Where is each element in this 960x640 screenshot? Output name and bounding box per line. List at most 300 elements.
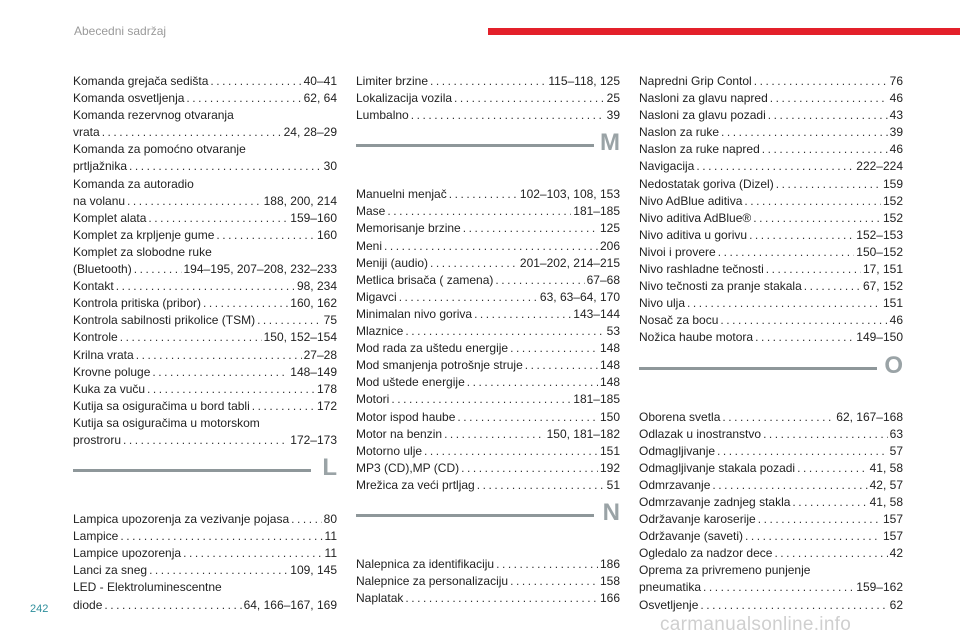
entry-pages: 40–41 xyxy=(303,74,337,88)
dot-leader xyxy=(510,340,598,357)
entry-pages: 157 xyxy=(882,529,903,544)
index-entry xyxy=(639,460,903,477)
section-letter: N xyxy=(602,498,620,526)
dot-leader xyxy=(148,210,288,227)
entry-line xyxy=(639,409,903,426)
entry-pages: 62 xyxy=(889,597,903,612)
index-entry xyxy=(73,398,337,415)
index-entry xyxy=(356,573,620,590)
dot-leader xyxy=(120,329,262,346)
entry-label: Nivo rashladne tečnosti xyxy=(639,262,764,277)
entry-label: Odmrzavanje zadnjeg stakla xyxy=(639,494,791,509)
entry-line xyxy=(356,426,620,443)
entry-pages: 152 xyxy=(882,193,903,208)
index-entry xyxy=(639,562,903,596)
entry-line xyxy=(73,597,337,614)
index-entry xyxy=(356,272,620,289)
entry-pages: 152–153 xyxy=(856,227,903,242)
entry-line xyxy=(73,432,337,449)
index-entry xyxy=(73,579,337,613)
entry-line xyxy=(639,90,903,107)
entry-label: Naplatak xyxy=(356,591,404,606)
dot-leader xyxy=(721,124,888,141)
dot-leader xyxy=(252,398,315,415)
entry-line xyxy=(73,158,337,175)
entry-label: Mlaznice xyxy=(356,324,404,339)
entry-line xyxy=(639,73,903,90)
entry-label: Kuka za vuču xyxy=(73,381,146,396)
entry-pages: 188, 200, 214 xyxy=(263,193,337,208)
index-entry xyxy=(356,90,620,107)
entry-pages: 181–185 xyxy=(573,204,620,219)
entry-label: Ogledalo za nadzor dece xyxy=(639,546,773,561)
entry-label: Lampica upozorenja za vezivanje pojasa xyxy=(73,512,290,527)
section-letter: O xyxy=(884,351,903,379)
dot-leader xyxy=(152,364,288,381)
entry-label: Nivo ulja xyxy=(639,296,686,311)
entry-line xyxy=(356,573,620,590)
entry-label: Mod rada za uštedu energije xyxy=(356,341,509,356)
entry-label: Nalepnice za personalizaciju xyxy=(356,574,509,589)
entry-pages: 194–195, 207–208, 232–233 xyxy=(183,262,337,277)
index-entry xyxy=(356,374,620,391)
entry-line xyxy=(356,203,620,220)
index-entry xyxy=(73,210,337,227)
entry-label: MP3 (CD),MP (CD) xyxy=(356,460,460,475)
entry-line xyxy=(639,545,903,562)
index-entry xyxy=(639,193,903,210)
entry-label: Kontrola sabilnosti prikolice (TSM) xyxy=(73,313,256,328)
entry-line xyxy=(356,477,620,494)
entry-line xyxy=(73,562,337,579)
entry-line xyxy=(639,261,903,278)
index-entry xyxy=(639,124,903,141)
index-entry xyxy=(356,391,620,408)
dot-leader xyxy=(430,255,518,272)
entry-label: Nosač za bocu xyxy=(639,313,719,328)
index-entry xyxy=(356,255,620,272)
entry-line xyxy=(356,443,620,460)
entry-label: vrata xyxy=(73,125,100,140)
entry-pages: 30 xyxy=(323,159,337,174)
entry-pages: 149–150 xyxy=(856,330,903,345)
index-entry xyxy=(639,426,903,443)
entry-label: Komanda osvetljenja xyxy=(73,91,185,106)
entry-line xyxy=(639,528,903,545)
entry-line xyxy=(356,220,620,237)
entry-line xyxy=(73,545,337,562)
entry-pages: 80 xyxy=(323,512,337,527)
index-entry xyxy=(639,244,903,261)
index-entry xyxy=(639,477,903,494)
entry-pages: 150, 181–182 xyxy=(546,426,620,441)
dot-leader xyxy=(696,158,854,175)
index-entry xyxy=(639,141,903,158)
entry-label: Motor ispod haube xyxy=(356,409,456,424)
dot-leader xyxy=(712,477,867,494)
index-entry xyxy=(356,340,620,357)
entry-label: Nivo aditiva u gorivu xyxy=(639,227,748,242)
dot-leader xyxy=(700,597,887,614)
entry-line xyxy=(639,597,903,614)
entry-label: Nožica haube motora xyxy=(639,330,754,345)
entry-line xyxy=(356,556,620,573)
entry-pages: 27–28 xyxy=(303,347,337,362)
entry-label: Lampice upozorenja xyxy=(73,546,182,561)
entry-line xyxy=(639,460,903,477)
index-entry xyxy=(639,158,903,175)
entry-pages: 150 xyxy=(599,409,620,424)
entry-label: Minimalan nivo goriva xyxy=(356,306,473,321)
index-entry xyxy=(356,306,620,323)
index-entry xyxy=(356,238,620,255)
entry-line xyxy=(73,261,337,278)
index-entry xyxy=(356,323,620,340)
index-entry xyxy=(639,597,903,614)
entry-pages: 41, 58 xyxy=(869,494,903,509)
entry-pages: 41, 58 xyxy=(869,460,903,475)
index-entry xyxy=(639,528,903,545)
entry-pages: 57 xyxy=(889,443,903,458)
entry-line xyxy=(356,107,620,124)
entry-line xyxy=(73,227,337,244)
index-entry xyxy=(639,261,903,278)
entry-label: Komanda grejača sedišta xyxy=(73,74,209,88)
dot-leader xyxy=(463,220,598,237)
entry-line xyxy=(356,272,620,289)
dot-leader xyxy=(797,460,868,477)
entry-label: Naslon za ruke xyxy=(639,125,720,140)
entry-label: Odmrzavanje xyxy=(639,477,711,492)
entry-pages: 148 xyxy=(599,341,620,356)
entry-pages: 152 xyxy=(882,210,903,225)
watermark: carmanualsonline.info xyxy=(660,614,852,635)
entry-label: Meni xyxy=(356,238,383,253)
dot-leader xyxy=(387,203,571,220)
entry-line xyxy=(356,289,620,306)
entry-line xyxy=(73,398,337,415)
entry-label: Kutija sa osiguračima u motorskom xyxy=(73,415,260,430)
entry-pages: 186 xyxy=(599,556,620,571)
dot-leader xyxy=(770,90,888,107)
entry-pages: 24, 28–29 xyxy=(283,125,337,140)
entry-line xyxy=(639,158,903,175)
dot-leader xyxy=(216,227,315,244)
entry-label: Odmagljivanje stakala pozadi xyxy=(639,460,796,475)
entry-pages: 151 xyxy=(599,443,620,458)
entry-pages: 143–144 xyxy=(573,306,620,321)
index-entry xyxy=(356,220,620,237)
entry-label: prostroru xyxy=(73,432,122,447)
dot-leader xyxy=(129,158,322,175)
index-entry xyxy=(73,227,337,244)
entry-line xyxy=(639,477,903,494)
index-column-2 xyxy=(356,73,620,607)
dot-leader xyxy=(510,573,598,590)
index-entry xyxy=(356,556,620,573)
entry-pages: 63, 63–64, 170 xyxy=(539,289,620,304)
entry-pages: 102–103, 108, 153 xyxy=(519,187,620,202)
entry-pages: 46 xyxy=(889,91,903,106)
entry-label: Mod smanjenja potrošnje struje xyxy=(356,358,523,373)
entry-line xyxy=(639,227,903,244)
dot-leader xyxy=(147,381,315,398)
entry-pages: 157 xyxy=(882,512,903,527)
entry-pages: 46 xyxy=(889,313,903,328)
index-entry xyxy=(639,409,903,426)
entry-pages: 109, 145 xyxy=(290,563,337,578)
dot-leader xyxy=(720,312,887,329)
dot-leader xyxy=(718,244,855,261)
entry-label: Navigacija xyxy=(639,159,695,174)
entry-label: Odlazak u inostranstvo xyxy=(639,426,762,441)
entry-label: na volanu xyxy=(73,193,126,208)
entry-label: Kontakt xyxy=(73,279,114,294)
entry-pages: 150–152 xyxy=(856,244,903,259)
dot-leader xyxy=(749,227,854,244)
entry-label: Nivoi i provere xyxy=(639,244,716,259)
index-entry xyxy=(639,227,903,244)
dot-leader xyxy=(496,556,598,573)
dot-leader xyxy=(525,357,598,374)
entry-pages: 75 xyxy=(323,313,337,328)
dot-leader xyxy=(754,73,888,90)
entry-line xyxy=(639,107,903,124)
section-header xyxy=(356,129,620,182)
section-header xyxy=(639,351,903,405)
entry-line xyxy=(639,193,903,210)
entry-pages: 39 xyxy=(606,108,620,123)
dot-leader xyxy=(449,186,518,203)
dot-leader xyxy=(127,193,262,210)
entry-label: Nalepnica za identifikaciju xyxy=(356,556,495,571)
entry-line xyxy=(639,278,903,295)
dot-leader xyxy=(477,477,605,494)
index-entry xyxy=(73,312,337,329)
entry-pages: 11 xyxy=(324,546,337,561)
dot-leader xyxy=(102,124,282,141)
entry-line xyxy=(639,124,903,141)
index-entry xyxy=(73,347,337,364)
dot-leader xyxy=(210,73,301,90)
section-divider xyxy=(73,469,311,472)
entry-line xyxy=(639,511,903,528)
index-entry xyxy=(356,107,620,124)
entry-line xyxy=(639,426,903,443)
section-header xyxy=(356,498,620,552)
index-entry xyxy=(356,590,620,607)
entry-pages: 62, 64 xyxy=(303,91,337,106)
dot-leader xyxy=(768,107,888,124)
entry-pages: 39 xyxy=(889,125,903,140)
entry-label: Nedostatak goriva (Dizel) xyxy=(639,176,774,191)
entry-label: Krovne poluge xyxy=(73,364,151,379)
dot-leader xyxy=(722,409,834,426)
entry-label: Komanda rezervnog otvaranja xyxy=(73,108,234,123)
index-entry xyxy=(639,73,903,90)
index-entry xyxy=(73,244,337,278)
entry-label: Migavci xyxy=(356,289,397,304)
index-entry xyxy=(356,289,620,306)
index-entry xyxy=(356,426,620,443)
entry-line xyxy=(73,381,337,398)
index-entry xyxy=(73,329,337,346)
entry-label: Nasloni za glavu napred xyxy=(639,91,768,106)
entry-pages: 46 xyxy=(889,142,903,157)
index-entry xyxy=(356,73,620,90)
entry-line xyxy=(356,255,620,272)
entry-label: Meniji (audio) xyxy=(356,255,429,270)
entry-pages: 201–202, 214–215 xyxy=(519,255,620,270)
dot-leader xyxy=(804,278,861,295)
entry-line xyxy=(73,329,337,346)
index-entry xyxy=(356,357,620,374)
dot-leader xyxy=(745,528,881,545)
entry-label: Nasloni za glavu pozadi xyxy=(639,108,766,123)
entry-label: Kutija sa osiguračima u bord tabli xyxy=(73,398,250,413)
dot-leader xyxy=(186,90,301,107)
entry-line xyxy=(356,73,620,90)
section-divider xyxy=(356,514,594,517)
dot-leader xyxy=(391,391,571,408)
entry-pages: 222–224 xyxy=(856,159,903,174)
entry-label: pneumatika xyxy=(639,580,702,595)
dot-leader xyxy=(149,562,288,579)
entry-label: Osvetljenje xyxy=(639,597,699,612)
dot-leader xyxy=(766,261,861,278)
index-entry xyxy=(73,381,337,398)
index-entry xyxy=(356,460,620,477)
dot-leader xyxy=(183,545,322,562)
index-entry xyxy=(73,90,337,107)
dot-leader xyxy=(457,409,598,426)
index-entry xyxy=(356,203,620,220)
dot-leader xyxy=(687,295,881,312)
entry-pages: 62, 167–168 xyxy=(836,409,903,424)
dot-leader xyxy=(744,193,881,210)
entry-line xyxy=(73,364,337,381)
section-divider xyxy=(356,144,594,147)
dot-leader xyxy=(257,312,322,329)
index-entry xyxy=(356,477,620,494)
dot-leader xyxy=(411,107,605,124)
page-header-title: Abecedni sadržaj xyxy=(74,24,167,38)
entry-label: Metlica brisača ( zamena) xyxy=(356,272,494,287)
entry-label: (Bluetooth) xyxy=(73,262,132,277)
entry-label: Motorno ulje xyxy=(356,443,423,458)
dot-leader xyxy=(399,289,538,306)
dot-leader xyxy=(474,306,571,323)
entry-pages: 17, 151 xyxy=(862,262,903,277)
dot-leader xyxy=(424,443,598,460)
entry-label: Lanci za sneg xyxy=(73,563,148,578)
entry-label: Mod uštede energije xyxy=(356,375,465,390)
entry-pages: 115–118, 125 xyxy=(548,74,620,88)
entry-line xyxy=(73,124,337,141)
entry-pages: 42, 57 xyxy=(869,477,903,492)
entry-pages: 43 xyxy=(889,108,903,123)
entry-pages: 67, 152 xyxy=(862,279,903,294)
entry-line xyxy=(639,579,903,596)
entry-line xyxy=(639,443,903,460)
entry-pages: 192 xyxy=(599,460,620,475)
entry-line xyxy=(356,409,620,426)
entry-label: Komanda za pomoćno otvaranje xyxy=(73,142,246,157)
dot-leader xyxy=(405,590,598,607)
index-entry xyxy=(73,278,337,295)
entry-label: Lampice xyxy=(73,529,119,544)
dot-leader xyxy=(136,347,302,364)
index-entry xyxy=(73,176,337,210)
entry-pages: 151 xyxy=(882,296,903,311)
entry-label: Komplet za slobodne ruke xyxy=(73,244,212,259)
entry-line xyxy=(73,347,337,364)
entry-label: Održavanje karoserije xyxy=(639,512,756,527)
index-column-3 xyxy=(639,73,903,614)
dot-leader xyxy=(444,426,545,443)
entry-pages: 160 xyxy=(316,227,337,242)
entry-line xyxy=(639,210,903,227)
dot-leader xyxy=(467,374,598,391)
entry-pages: 64, 166–167, 169 xyxy=(243,597,337,612)
index-entry xyxy=(639,494,903,511)
entry-line xyxy=(639,329,903,346)
entry-label: Lokalizacija vozila xyxy=(356,91,453,106)
dot-leader xyxy=(454,90,605,107)
entry-label: Memorisanje brzine xyxy=(356,221,461,236)
dot-leader xyxy=(291,511,322,528)
entry-label: Motori xyxy=(356,392,390,407)
entry-line xyxy=(356,374,620,391)
index-entry xyxy=(73,528,337,545)
index-entry xyxy=(639,107,903,124)
index-entry xyxy=(639,278,903,295)
index-entry xyxy=(639,210,903,227)
header-accent-bar xyxy=(488,28,960,35)
entry-label: Komplet alata xyxy=(73,210,147,225)
dot-leader xyxy=(430,73,546,90)
entry-line xyxy=(356,238,620,255)
entry-pages: 11 xyxy=(324,529,337,544)
entry-label: Odmagljivanje xyxy=(639,443,716,458)
index-entry xyxy=(73,107,337,141)
entry-label: prtljažnika xyxy=(73,159,128,174)
entry-pages: 148 xyxy=(599,358,620,373)
entry-pages: 159 xyxy=(882,176,903,191)
entry-label: Lumbalno xyxy=(356,108,409,123)
index-entry xyxy=(73,364,337,381)
entry-label: Kontrola pritiska (pribor) xyxy=(73,296,202,311)
entry-label: Manuelni menjač xyxy=(356,187,447,202)
entry-line xyxy=(356,90,620,107)
dot-leader xyxy=(134,261,182,278)
dot-leader xyxy=(495,272,584,289)
index-entry xyxy=(639,176,903,193)
index-entry xyxy=(73,415,337,449)
entry-line xyxy=(356,340,620,357)
index-entry xyxy=(639,545,903,562)
dot-leader xyxy=(717,443,888,460)
entry-pages: 158 xyxy=(599,574,620,589)
entry-line xyxy=(639,141,903,158)
index-entry xyxy=(73,562,337,579)
entry-pages: 172 xyxy=(316,398,337,413)
entry-pages: 172–173 xyxy=(290,432,337,447)
index-entry xyxy=(639,90,903,107)
entry-label: Motor na benzin xyxy=(356,426,443,441)
entry-line xyxy=(639,312,903,329)
entry-line xyxy=(73,528,337,545)
